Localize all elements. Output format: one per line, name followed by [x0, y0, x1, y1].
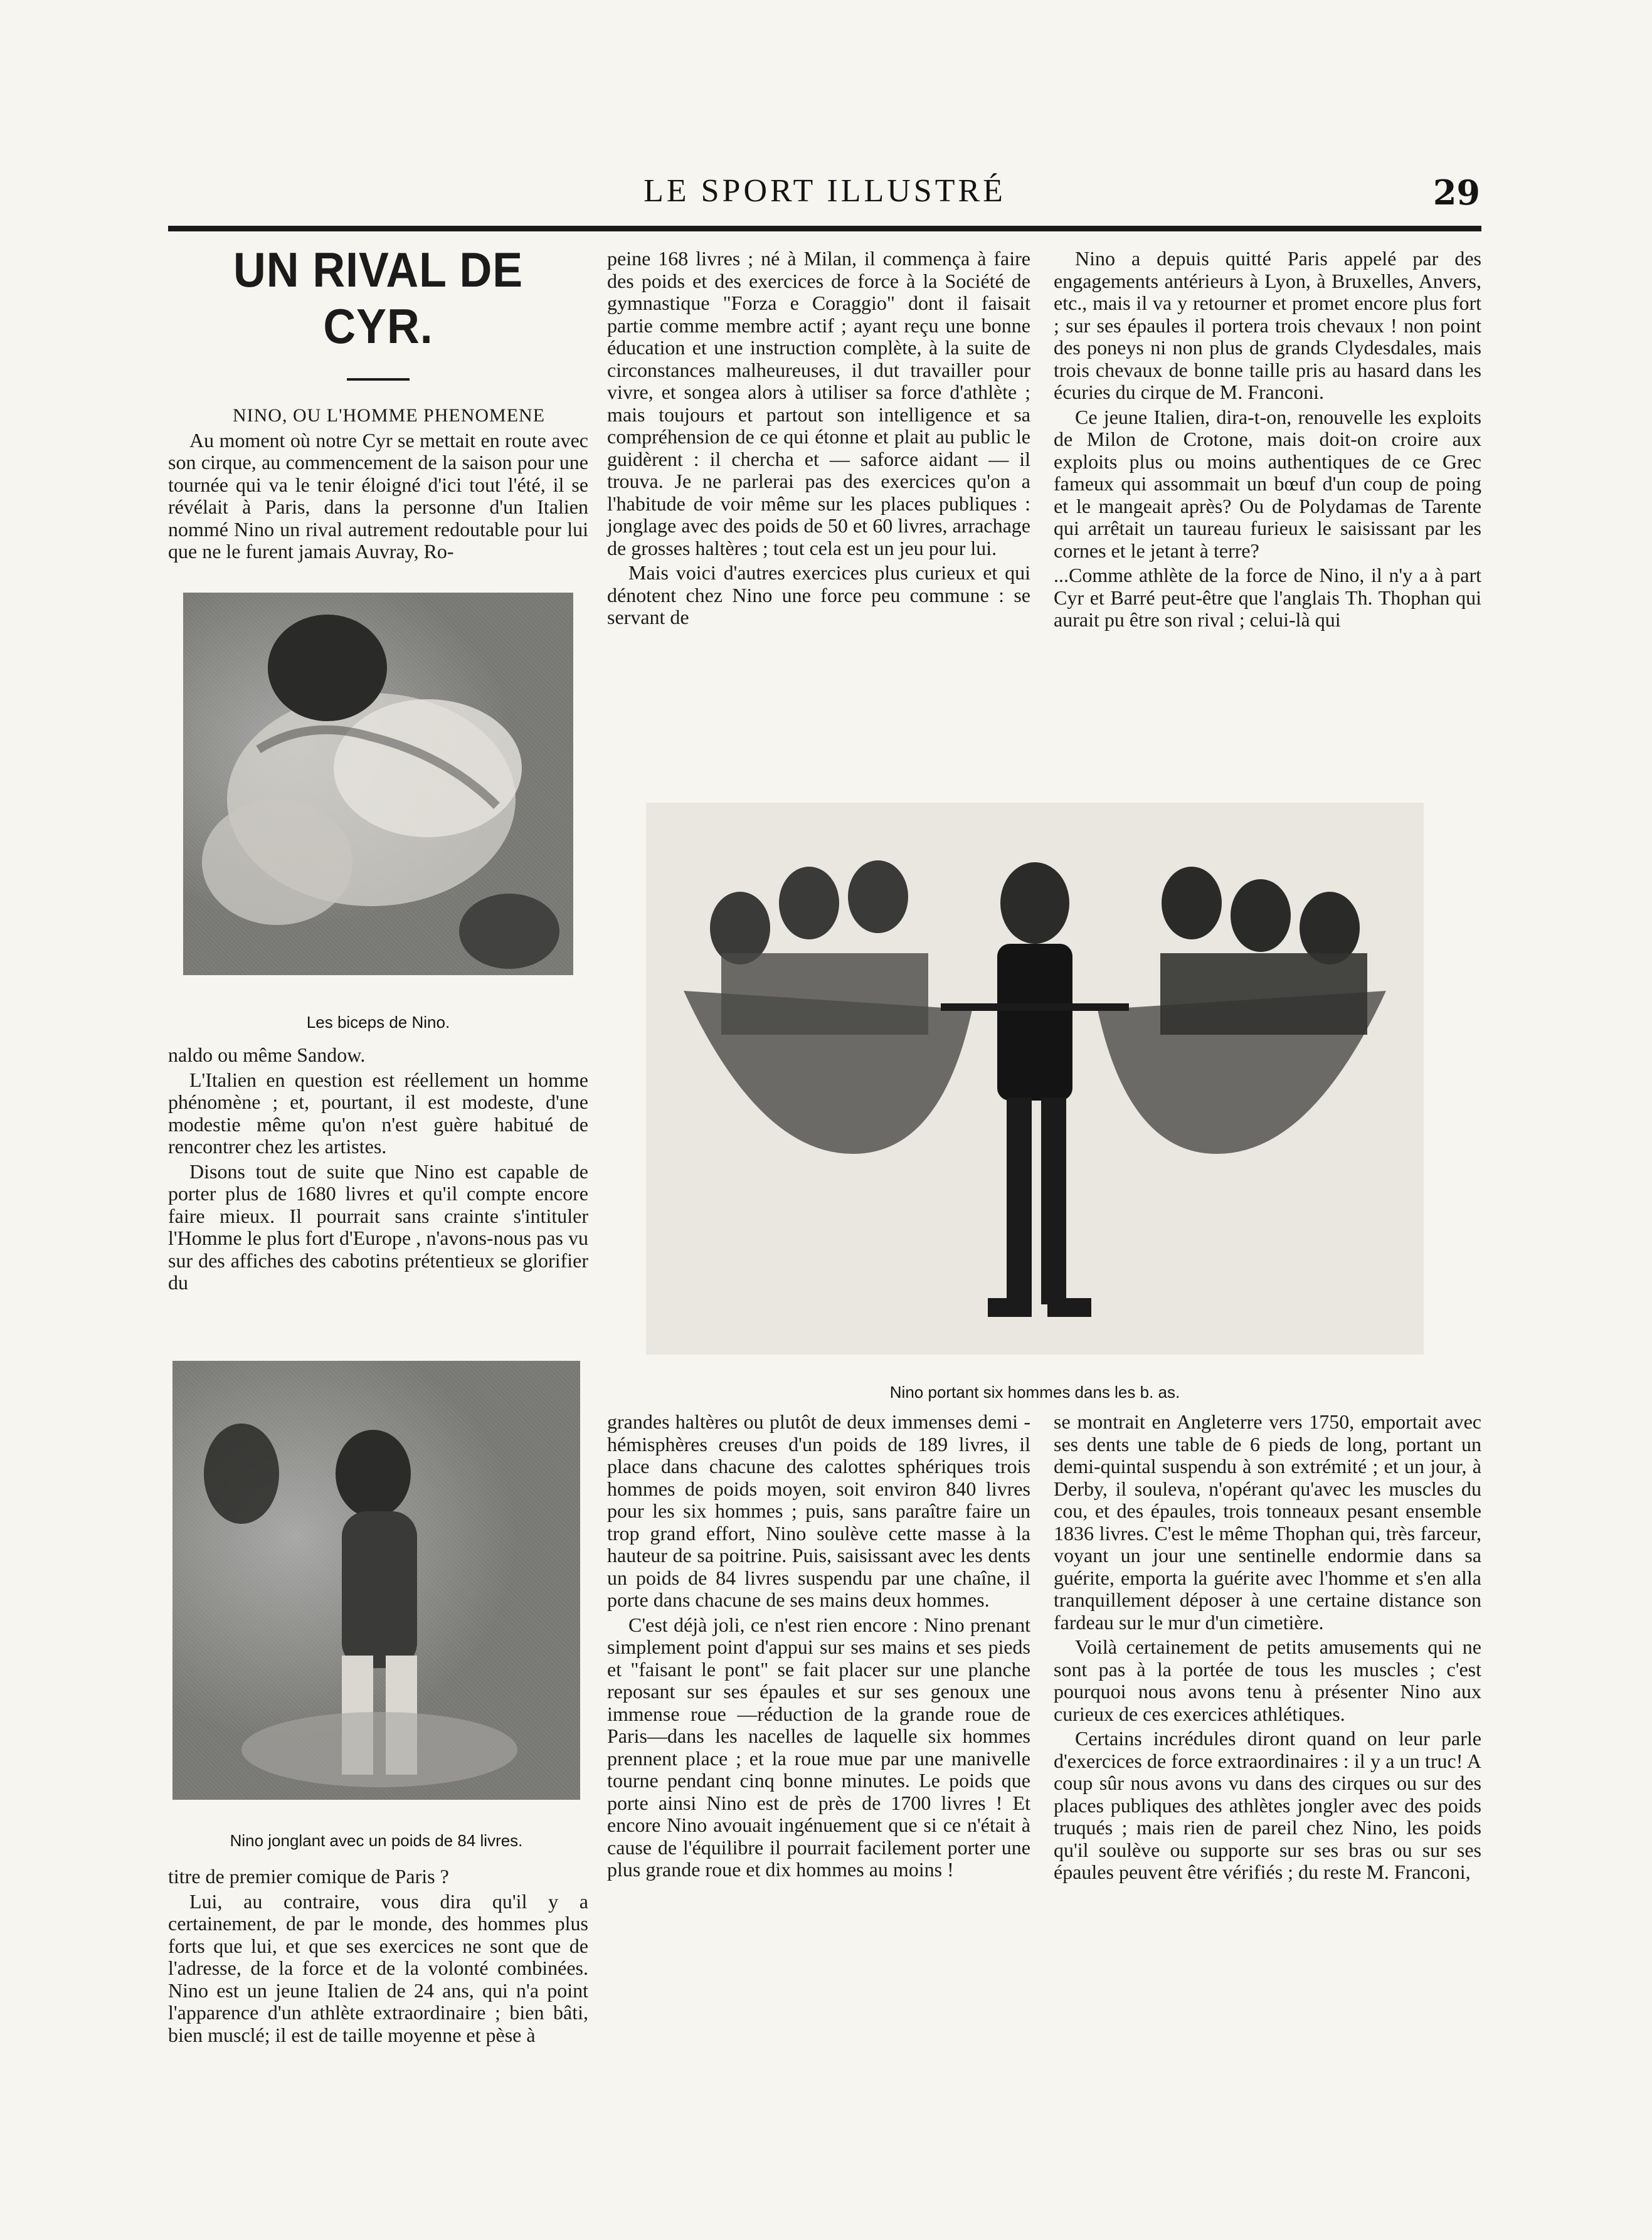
publication-title: LE SPORT ILLUSTRÉ — [643, 173, 1006, 209]
column-3-top — [1054, 248, 1481, 634]
photo-main — [646, 803, 1424, 1355]
caption-juggling: Nino jonglant avec un poids de 84 livres. — [230, 1831, 523, 1850]
weightlifter-illustration — [646, 803, 1424, 1355]
paragraph: Au moment où notre Cyr se mettait en route avec son cirque, au commencement de la saison pour une tournée qui va le tenir éloigné d'ici tout l'été, il se révélait à Paris, dans la personne d'un Italien nommé Nino un rival autrement redoutable pour lui que ne le furent jamais Auvray, Ro- — [168, 428, 588, 563]
paragraph: Voilà certainement de petits amusements qui ne sont pas à la portée de tous les muscles ; c'est pourquoi nous avons tenu à présenter Nino aux curieux de ces exercices athlétiques. — [1054, 1635, 1481, 1725]
column-2-bottom — [607, 1411, 1030, 1884]
paragraph: C'est déjà joli, ce n'est rien encore : Nino prenant simplement point d'appui sur ses mains et ses pieds et "faisant le pont" se fait placer sur une planche reposant sur ses épaules et sur ses genoux une immense roue —réduction de la grande roue de Paris—dans les nacelles de laquelle six hommes prennent place ; et la roue mue par une manivelle tourne pendant cinq bonne minutes. Le poids que porte ainsi Nino est de près de 1700 livres ! Et encore Nino avouait ingénuement que si ce n'était à cause de l'équilibre il pourrait facilement porter une plus grande roue et dix hommes au moins ! — [607, 1613, 1030, 1881]
column-3-bottom — [1054, 1411, 1481, 1886]
headline: UN RIVAL DE CYR. — [233, 242, 523, 354]
caption-biceps: Les biceps de Nino. — [306, 1013, 450, 1032]
juggling-illustration — [172, 1361, 580, 1800]
paragraph: ...Comme athlète de la force de Nino, il n'y a à part Cyr et Barré peut-être que l'anglais Th. Thophan qui aurait pu être son rival ; celui-là qui — [1054, 564, 1481, 631]
page-header — [169, 166, 1480, 223]
column-1-middle — [168, 1044, 588, 1297]
photo-juggling — [172, 1361, 580, 1800]
paragraph: grandes haltères ou plutôt de deux immenses demi - hémisphères creuses d'un poids de 189 livres, il place dans chacune des calottes sphériques trois hommes de poids moyen, soit environ 840 livres pour les six hommes ; puis, sans paraître faire un trop grand effort, Nino soulève cette masse à la hauteur de sa poitrine. Puis, saisissant avec les dents un poids de 84 livres suspendu par une chaîne, il porte dans chacune de ses mains deux hommes. — [607, 1410, 1030, 1611]
paragraph: Disons tout de suite que Nino est capable de porter plus de 1680 livres et qu'il compte encore faire mieux. Il pourrait sans crainte s'intituler l'Homme le plus fort d'Europe , n'avons-nous pas vu sur des affiches des cabotins prétentieux se glorifier du — [168, 1160, 588, 1294]
paragraph: Nino a depuis quitté Paris appelé par des engagements antérieurs à Lyon, à Bruxelles, Anvers, etc., mais il va y retourner et promet encore plus fort ; sur ses épaules il portera trois chevaux ! non point des poneys ni non plus de grands Clydesdales, mais trois chevaux de bonne taille pris au hasard dans les écuries du cirque de M. Franconi. — [1054, 247, 1481, 403]
paragraph: Lui, au contraire, vous dira qu'il y a certainement, de par le monde, des hommes plus forts que lui, et que ses exercices ne sont que de l'adresse, de la force et de la volonté combinées. Nino est un jeune Italien de 24 ans, qui n'a point l'apparence d'un athlète extraordinaire ; bien bâti, bien musclé; il est de taille moyenne et pèse à — [168, 1889, 588, 2046]
paragraph: Ce jeune Italien, dira-t-on, renouvelle les exploits de Milon de Crotone, mais doit-on croire aux exploits plus ou moins authentiques de ce Grec fameux qui assommait un bœuf d'un coup de poing et le mangeait après? Ou de Polydamas de Tarente qui arrêtait un taureau furieux le saisissant par les cornes et le jetant à terre? — [1054, 405, 1481, 562]
biceps-illustration — [183, 593, 573, 975]
headline-rule — [347, 378, 410, 381]
page-number: 29 — [1432, 172, 1480, 213]
paragraph: naldo ou même Sandow. — [168, 1043, 366, 1066]
header-rule — [168, 226, 1481, 231]
column-1-top — [168, 241, 588, 566]
column-1-bottom — [168, 1866, 588, 2049]
paragraph: Certains incrédules diront quand on leur parle d'exercices de force extraordinaires : il y a un truc! A coup sûr nous avons vu dans des cirques ou sur des places publiques des athlètes jongler avec des poids truqués ; mais rien de pareil chez Nino, les poids qu'il soulève ou supporte sur ses bras ou sur ses épaules peuvent être vérifiés ; du reste M. Franconi, — [1054, 1727, 1481, 1883]
paragraph: Mais voici d'autres exercices plus curieux et qui dénotent chez Nino une force peu commune : se servant de — [607, 561, 1030, 628]
paragraph: se montrait en Angleterre vers 1750, emportait avec ses dents une table de 6 pieds de long, portant un demi-quintal suspendu à son extrémité ; et un jour, à Derby, il souleva, n'opérant qu'avec les muscles du cou, et des épaules, trois tonneaux pesant ensemble 1836 livres. C'est le même Thophan qui, très farceur, voyant un jour une sentinelle endormie dans sa guérite, emporta la guérite avec l'homme et s'en alla tranquillement déposer à une certaine distance son fardeau sur le mur d'un cimetière. — [1054, 1410, 1481, 1634]
column-2-top — [607, 248, 1030, 631]
photo-biceps — [183, 593, 573, 975]
paragraph: titre de premier comique de Paris ? — [168, 1865, 449, 1888]
paragraph: L'Italien en question est réellement un homme phénomène ; et, pourtant, il est modeste, d'une modestie même qu'on n'est guère habitué de rencontrer chez les artistes. — [168, 1068, 588, 1158]
paragraph: peine 168 livres ; né à Milan, il commença à faire des poids et des exercices de force à la Société de gymnastique "Forza e Coraggio" dont il faisait partie comme membre actif ; ayant reçu une bonne éducation et une instruction complète, à la suite de circonstances malheureuses, il dut travailler pour vivre, et songea alors à utiliser sa force d'athlète ; mais toujours et partout son intelligence et sa compréhension de ce qui étonne et plait au public le guidèrent : il chercha et — saforce aidant — il trouva. Je ne parlerai pas des exercices qu'on a l'habitude de voir même sur les places publiques : jonglage avec des poids de 50 et 60 livres, arrachage de grosses haltères ; tout cela est un jeu pour lui. — [607, 247, 1030, 559]
caption-main: Nino portant six hommes dans les b. as. — [889, 1383, 1180, 1402]
subhead: NINO, OU L'HOMME PHENOMENE — [232, 405, 546, 426]
